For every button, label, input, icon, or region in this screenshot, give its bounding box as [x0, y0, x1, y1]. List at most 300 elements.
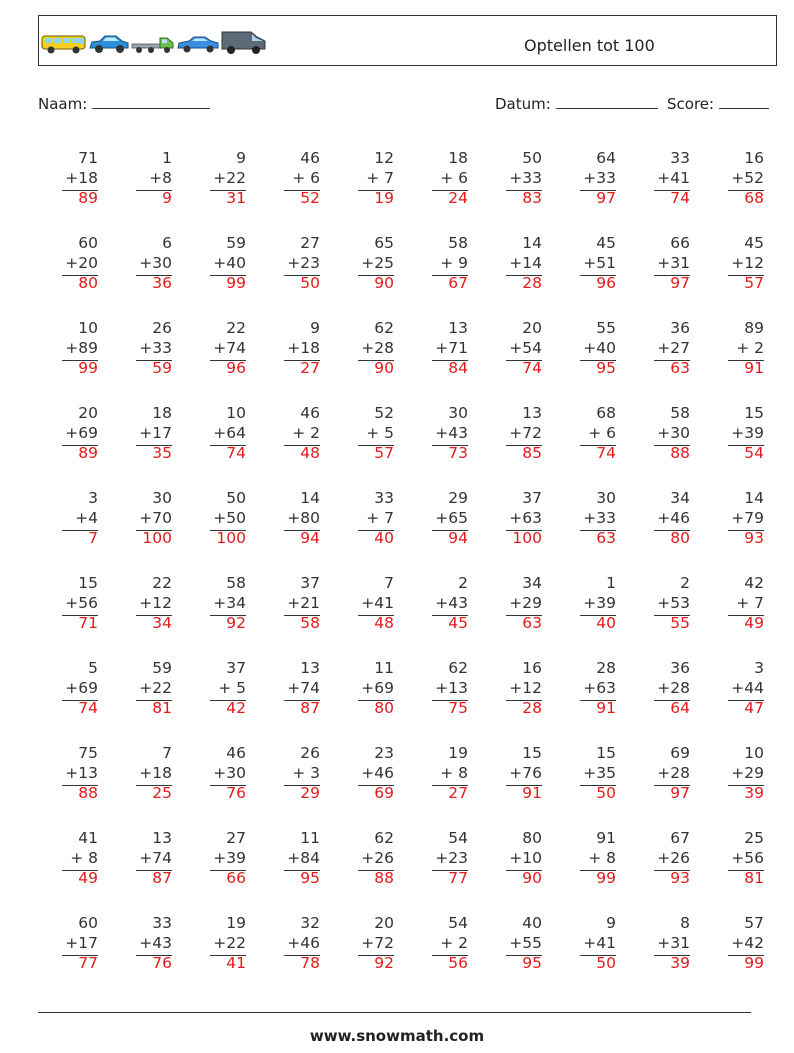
problem-item — [186, 574, 260, 659]
addend-top: 66 — [670, 234, 690, 252]
addition-stack — [62, 404, 98, 464]
addend-bottom: +46 — [657, 508, 690, 527]
answer: 92 — [374, 954, 394, 972]
addend-bottom: + 2 — [440, 933, 468, 952]
score-field[interactable] — [667, 94, 769, 113]
addition-stack — [136, 149, 172, 209]
name-field[interactable] — [38, 94, 210, 113]
addition-stack — [506, 319, 542, 379]
answer: 90 — [374, 274, 394, 292]
vehicle-strip — [41, 29, 267, 55]
addend-top: 20 — [522, 319, 542, 337]
name-label: Naam: — [38, 95, 88, 113]
answer: 87 — [152, 869, 172, 887]
addition-stack — [728, 574, 764, 634]
problem-item — [704, 319, 778, 404]
addition-stack — [210, 404, 246, 464]
problem-item — [334, 489, 408, 574]
problem-item — [408, 489, 482, 574]
problem-item — [630, 574, 704, 659]
addend-top: 18 — [448, 149, 468, 167]
addend-bottom: +74 — [139, 848, 172, 867]
addition-stack — [506, 489, 542, 549]
date-field[interactable] — [495, 94, 658, 113]
answer: 36 — [152, 274, 172, 292]
problem-item — [112, 829, 186, 914]
answer: 100 — [216, 529, 246, 547]
addend-top: 89 — [744, 319, 764, 337]
addend-bottom: +28 — [657, 763, 690, 782]
problem-item — [112, 659, 186, 744]
addend-top: 50 — [226, 489, 246, 507]
addend-bottom: +39 — [583, 593, 616, 612]
problem-item — [38, 319, 112, 404]
addend-top: 37 — [226, 659, 246, 677]
addend-top: 16 — [522, 659, 542, 677]
addition-stack — [728, 829, 764, 889]
addend-bottom: +69 — [65, 678, 98, 697]
addend-bottom: +17 — [139, 423, 172, 442]
addend-bottom: +41 — [361, 593, 394, 612]
addition-stack — [580, 914, 616, 974]
problem-item — [186, 319, 260, 404]
addend-bottom: +89 — [65, 338, 98, 357]
addend-bottom: +84 — [287, 848, 320, 867]
addition-stack — [728, 149, 764, 209]
addition-stack — [358, 149, 394, 209]
addition-stack — [432, 149, 468, 209]
addend-top: 75 — [78, 744, 98, 762]
answer: 91 — [596, 699, 616, 717]
problem-item — [556, 319, 630, 404]
answer: 67 — [448, 274, 468, 292]
addition-stack — [728, 659, 764, 719]
addend-top: 30 — [152, 489, 172, 507]
answer: 59 — [152, 359, 172, 377]
addend-top: 62 — [374, 829, 394, 847]
date-label: Datum: — [495, 95, 551, 113]
problem-item — [408, 404, 482, 489]
problem-item — [408, 829, 482, 914]
addend-top: 45 — [596, 234, 616, 252]
addend-bottom: + 8 — [440, 763, 468, 782]
addition-stack — [432, 829, 468, 889]
answer: 76 — [226, 784, 246, 802]
problem-item — [112, 319, 186, 404]
addend-top: 91 — [596, 829, 616, 847]
answer: 99 — [596, 869, 616, 887]
addition-stack — [432, 659, 468, 719]
addition-stack — [284, 914, 320, 974]
addend-top: 45 — [744, 234, 764, 252]
answer: 9 — [162, 189, 172, 207]
problem-item — [38, 404, 112, 489]
addition-stack — [62, 744, 98, 804]
addend-top: 80 — [522, 829, 542, 847]
problem-item — [260, 574, 334, 659]
answer: 19 — [374, 189, 394, 207]
addition-stack — [580, 319, 616, 379]
addend-top: 3 — [88, 489, 98, 507]
addition-stack — [728, 234, 764, 294]
addition-stack — [506, 234, 542, 294]
addend-bottom: +41 — [657, 168, 690, 187]
answer: 84 — [448, 359, 468, 377]
addend-top: 15 — [78, 574, 98, 592]
answer: 47 — [744, 699, 764, 717]
addend-top: 11 — [300, 829, 320, 847]
addend-bottom: +65 — [435, 508, 468, 527]
addend-bottom: +12 — [731, 253, 764, 272]
addend-bottom: + 7 — [366, 508, 394, 527]
problem-item — [186, 744, 260, 829]
addend-top: 13 — [522, 404, 542, 422]
answer: 97 — [670, 274, 690, 292]
addend-bottom: +25 — [361, 253, 394, 272]
addend-bottom: +72 — [509, 423, 542, 442]
addition-stack — [62, 914, 98, 974]
answer: 39 — [744, 784, 764, 802]
addend-bottom: +50 — [213, 508, 246, 527]
problem-item — [482, 234, 556, 319]
addend-top: 9 — [236, 149, 246, 167]
addition-stack — [284, 574, 320, 634]
problem-item — [556, 489, 630, 574]
addend-top: 50 — [522, 149, 542, 167]
addition-stack — [284, 319, 320, 379]
addition-stack — [210, 914, 246, 974]
addend-top: 2 — [680, 574, 690, 592]
addend-bottom: +71 — [435, 338, 468, 357]
answer: 28 — [522, 274, 542, 292]
addition-stack — [432, 744, 468, 804]
problem-item — [704, 489, 778, 574]
addition-stack — [580, 659, 616, 719]
addend-bottom: + 7 — [366, 168, 394, 187]
problem-item — [704, 149, 778, 234]
answer: 100 — [142, 529, 172, 547]
addend-top: 42 — [744, 574, 764, 592]
addend-bottom: +64 — [213, 423, 246, 442]
green-truck-icon — [131, 33, 175, 55]
addend-bottom: +30 — [213, 763, 246, 782]
problem-grid — [38, 149, 778, 999]
addend-bottom: +26 — [657, 848, 690, 867]
problem-item — [482, 914, 556, 999]
addition-stack — [358, 914, 394, 974]
addend-top: 11 — [374, 659, 394, 677]
addition-stack — [358, 319, 394, 379]
problem-item — [556, 149, 630, 234]
addend-top: 25 — [744, 829, 764, 847]
answer: 80 — [78, 274, 98, 292]
addend-bottom: +51 — [583, 253, 616, 272]
problem-item — [482, 659, 556, 744]
addition-stack — [358, 404, 394, 464]
problem-item — [38, 659, 112, 744]
answer: 42 — [226, 699, 246, 717]
addend-top: 14 — [300, 489, 320, 507]
addend-bottom: + 3 — [292, 763, 320, 782]
addition-stack — [506, 914, 542, 974]
problem-item — [630, 149, 704, 234]
addend-top: 46 — [300, 404, 320, 422]
addend-top: 68 — [596, 404, 616, 422]
worksheet-title: Optellen tot 100 — [524, 36, 655, 55]
answer: 49 — [78, 869, 98, 887]
addend-top: 7 — [162, 744, 172, 762]
addition-stack — [358, 574, 394, 634]
problem-item — [408, 574, 482, 659]
addend-top: 9 — [310, 319, 320, 337]
name-blank[interactable] — [92, 94, 210, 109]
addend-top: 64 — [596, 149, 616, 167]
addition-stack — [728, 489, 764, 549]
answer: 39 — [670, 954, 690, 972]
blue-car-icon — [88, 33, 130, 55]
addition-stack — [506, 659, 542, 719]
answer: 50 — [596, 954, 616, 972]
addend-bottom: +40 — [213, 253, 246, 272]
answer: 90 — [522, 869, 542, 887]
addend-top: 41 — [78, 829, 98, 847]
answer: 50 — [300, 274, 320, 292]
addition-stack — [358, 234, 394, 294]
answer: 94 — [300, 529, 320, 547]
addition-stack — [62, 659, 98, 719]
addend-top: 30 — [596, 489, 616, 507]
answer: 31 — [226, 189, 246, 207]
answer: 25 — [152, 784, 172, 802]
answer: 48 — [374, 614, 394, 632]
problem-item — [112, 404, 186, 489]
answer: 88 — [670, 444, 690, 462]
addition-stack — [358, 489, 394, 549]
answer: 74 — [522, 359, 542, 377]
problem-item — [704, 914, 778, 999]
score-blank[interactable] — [719, 94, 769, 109]
answer: 28 — [522, 699, 542, 717]
addend-bottom: +22 — [213, 168, 246, 187]
answer: 50 — [596, 784, 616, 802]
addition-stack — [358, 829, 394, 889]
addend-top: 10 — [78, 319, 98, 337]
addition-stack — [580, 829, 616, 889]
problem-item — [38, 574, 112, 659]
addend-bottom: +55 — [509, 933, 542, 952]
problem-item — [334, 829, 408, 914]
problem-item — [260, 744, 334, 829]
addend-top: 7 — [384, 574, 394, 592]
problem-item — [260, 489, 334, 574]
addend-bottom: +80 — [287, 508, 320, 527]
addend-top: 12 — [374, 149, 394, 167]
addend-top: 71 — [78, 149, 98, 167]
problem-item — [334, 744, 408, 829]
problem-item — [38, 149, 112, 234]
addition-stack — [358, 659, 394, 719]
addition-stack — [210, 234, 246, 294]
problem-item — [186, 404, 260, 489]
answer: 52 — [300, 189, 320, 207]
addend-bottom: +33 — [583, 168, 616, 187]
answer: 64 — [670, 699, 690, 717]
addend-bottom: + 7 — [736, 593, 764, 612]
addition-stack — [654, 744, 690, 804]
addend-top: 23 — [374, 744, 394, 762]
answer: 63 — [596, 529, 616, 547]
problem-item — [186, 829, 260, 914]
addend-bottom: +18 — [139, 763, 172, 782]
addend-bottom: +18 — [65, 168, 98, 187]
addend-top: 19 — [448, 744, 468, 762]
addend-bottom: +39 — [731, 423, 764, 442]
addend-bottom: +74 — [287, 678, 320, 697]
addend-bottom: +30 — [657, 423, 690, 442]
problem-item — [408, 234, 482, 319]
addend-bottom: +18 — [287, 338, 320, 357]
answer: 63 — [522, 614, 542, 632]
addition-stack — [62, 574, 98, 634]
problem-item — [704, 744, 778, 829]
addend-top: 10 — [226, 404, 246, 422]
blue-car-icon — [176, 33, 220, 55]
addend-top: 5 — [88, 659, 98, 677]
answer: 49 — [744, 614, 764, 632]
answer: 97 — [596, 189, 616, 207]
addend-bottom: +43 — [435, 423, 468, 442]
problem-item — [704, 574, 778, 659]
addition-stack — [506, 404, 542, 464]
answer: 83 — [522, 189, 542, 207]
addition-stack — [136, 319, 172, 379]
addend-bottom: +22 — [213, 933, 246, 952]
addend-bottom: +28 — [361, 338, 394, 357]
addend-top: 3 — [754, 659, 764, 677]
answer: 87 — [300, 699, 320, 717]
answer: 66 — [226, 869, 246, 887]
addend-top: 16 — [744, 149, 764, 167]
addition-stack — [654, 914, 690, 974]
answer: 76 — [152, 954, 172, 972]
date-blank[interactable] — [556, 94, 658, 109]
addend-bottom: + 2 — [736, 338, 764, 357]
addend-top: 26 — [152, 319, 172, 337]
score-label: Score: — [667, 95, 715, 113]
addition-stack — [136, 234, 172, 294]
addend-bottom: +14 — [509, 253, 542, 272]
answer: 27 — [300, 359, 320, 377]
addend-bottom: + 8 — [70, 848, 98, 867]
addend-bottom: +63 — [509, 508, 542, 527]
addition-stack — [728, 404, 764, 464]
answer: 95 — [522, 954, 542, 972]
problem-item — [38, 829, 112, 914]
problem-item — [630, 404, 704, 489]
problem-item — [334, 234, 408, 319]
addend-bottom: +8 — [149, 168, 172, 187]
problem-item — [186, 489, 260, 574]
answer: 45 — [448, 614, 468, 632]
answer: 57 — [374, 444, 394, 462]
addend-top: 37 — [300, 574, 320, 592]
answer: 93 — [670, 869, 690, 887]
addend-top: 13 — [448, 319, 468, 337]
problem-item — [630, 319, 704, 404]
problem-item — [112, 744, 186, 829]
answer: 41 — [226, 954, 246, 972]
problem-item — [630, 744, 704, 829]
answer: 24 — [448, 189, 468, 207]
problem-item — [556, 574, 630, 659]
problem-item — [260, 234, 334, 319]
addend-bottom: +10 — [509, 848, 542, 867]
answer: 78 — [300, 954, 320, 972]
addend-bottom: + 6 — [292, 168, 320, 187]
answer: 57 — [744, 274, 764, 292]
addition-stack — [432, 234, 468, 294]
addend-bottom: +12 — [139, 593, 172, 612]
problem-item — [408, 319, 482, 404]
addend-bottom: +79 — [731, 508, 764, 527]
problem-item — [482, 404, 556, 489]
addition-stack — [358, 744, 394, 804]
addend-bottom: +28 — [657, 678, 690, 697]
addend-bottom: +29 — [509, 593, 542, 612]
problem-item — [704, 234, 778, 319]
addition-stack — [432, 574, 468, 634]
addend-bottom: +13 — [65, 763, 98, 782]
addition-stack — [506, 829, 542, 889]
problem-item — [334, 574, 408, 659]
answer: 89 — [78, 189, 98, 207]
addend-top: 58 — [226, 574, 246, 592]
addend-bottom: +40 — [583, 338, 616, 357]
addend-top: 67 — [670, 829, 690, 847]
problem-item — [112, 234, 186, 319]
addend-top: 28 — [596, 659, 616, 677]
addition-stack — [210, 744, 246, 804]
addend-top: 69 — [670, 744, 690, 762]
problem-item — [38, 914, 112, 999]
addition-stack — [136, 404, 172, 464]
problem-item — [260, 149, 334, 234]
problem-item — [38, 744, 112, 829]
addend-bottom: +46 — [287, 933, 320, 952]
problem-item — [260, 319, 334, 404]
addition-stack — [654, 149, 690, 209]
addend-top: 46 — [226, 744, 246, 762]
addend-top: 10 — [744, 744, 764, 762]
addend-top: 2 — [458, 574, 468, 592]
addend-top: 22 — [152, 574, 172, 592]
addend-bottom: +23 — [287, 253, 320, 272]
addend-bottom: +53 — [657, 593, 690, 612]
addend-top: 13 — [300, 659, 320, 677]
answer: 54 — [744, 444, 764, 462]
addend-bottom: +46 — [361, 763, 394, 782]
addition-stack — [136, 829, 172, 889]
problem-item — [556, 829, 630, 914]
addend-bottom: +72 — [361, 933, 394, 952]
addition-stack — [136, 659, 172, 719]
addition-stack — [210, 829, 246, 889]
addition-stack — [210, 149, 246, 209]
addition-stack — [136, 489, 172, 549]
addition-stack — [432, 914, 468, 974]
answer: 99 — [744, 954, 764, 972]
problem-item — [38, 234, 112, 319]
